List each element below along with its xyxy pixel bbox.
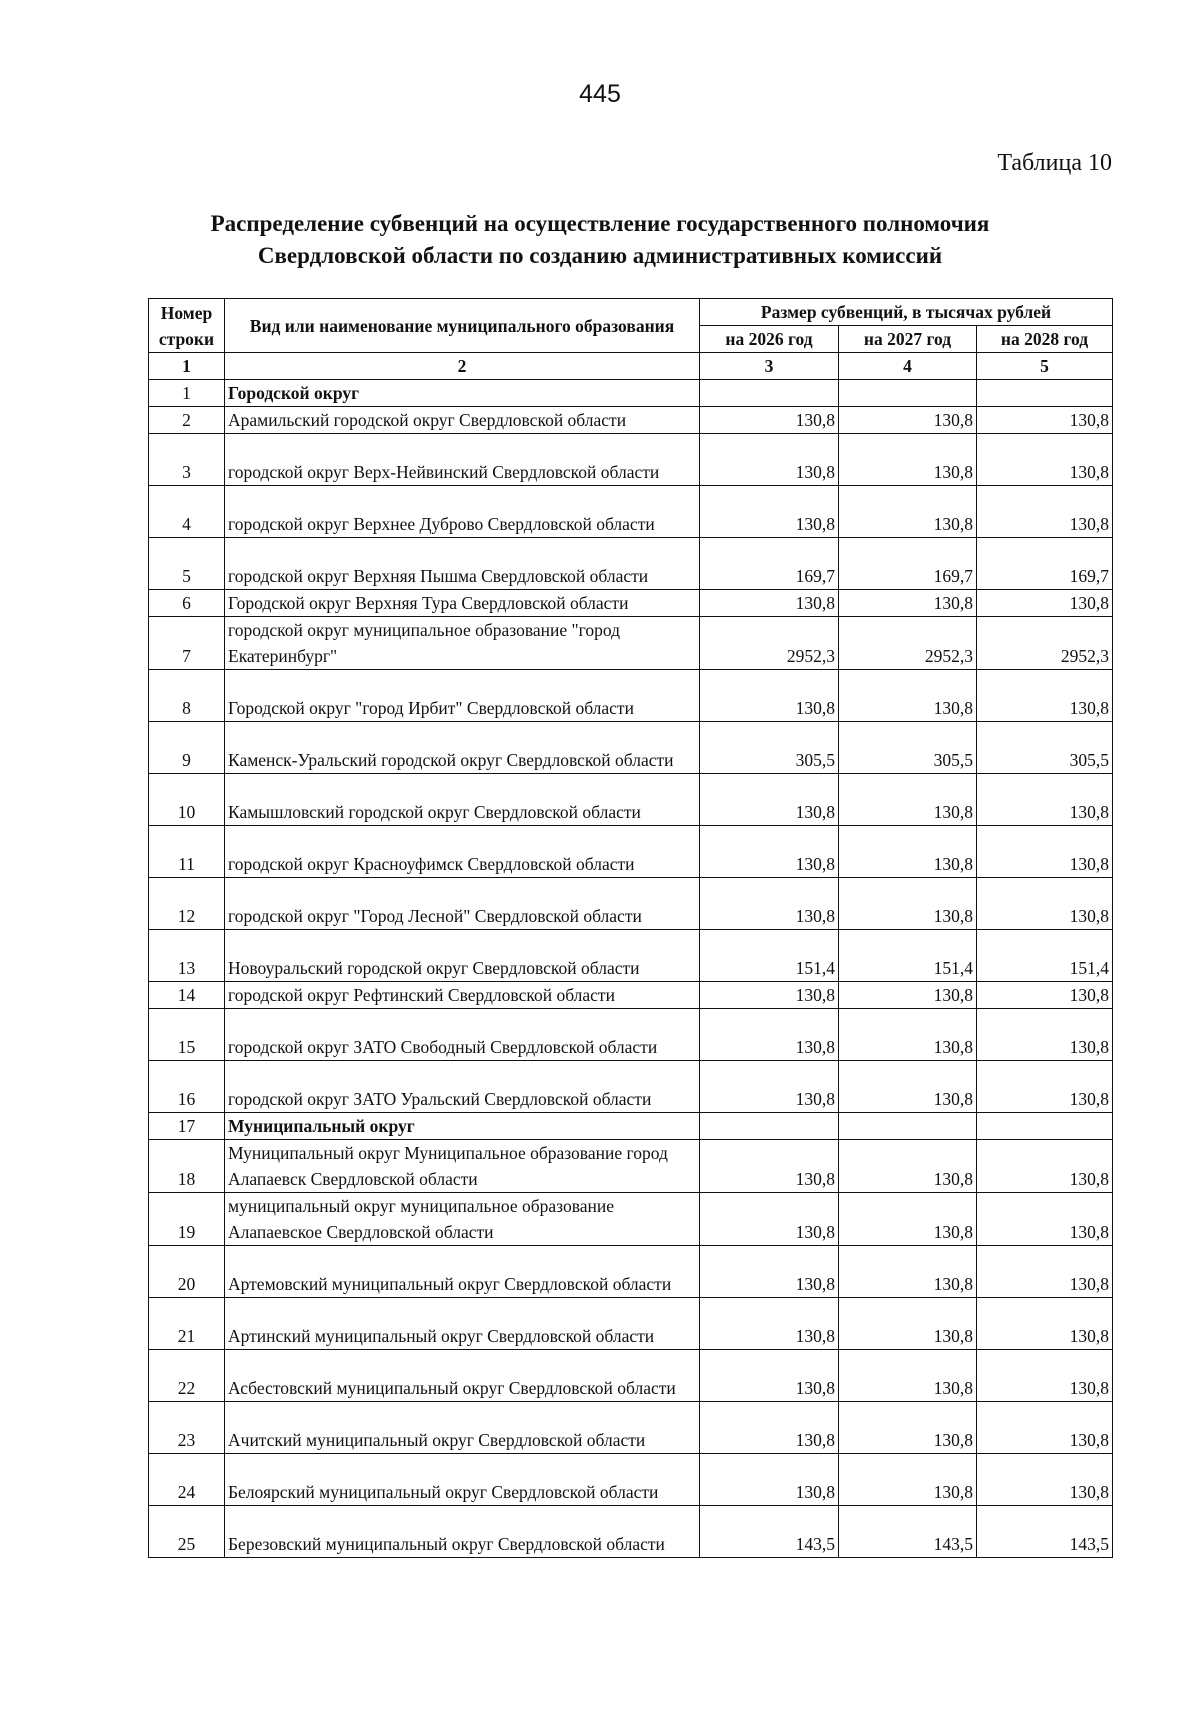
subsidy-2028: 130,8 bbox=[977, 670, 1113, 722]
subsidy-2028: 130,8 bbox=[977, 1009, 1113, 1061]
subsidy-2028: 130,8 bbox=[977, 774, 1113, 826]
subsidy-2026: 130,8 bbox=[700, 1246, 839, 1298]
municipality-name: Белоярский муниципальный округ Свердловской области bbox=[225, 1454, 700, 1506]
subsidy-2027: 130,8 bbox=[839, 774, 977, 826]
table-body bbox=[149, 380, 1113, 1558]
table-row bbox=[149, 1193, 1113, 1246]
column-number: 1 bbox=[149, 353, 225, 380]
municipality-name: Березовский муниципальный округ Свердловской области bbox=[225, 1506, 700, 1558]
subsidy-2027: 130,8 bbox=[839, 486, 977, 538]
table-row bbox=[149, 670, 1113, 722]
subsidy-2026: 130,8 bbox=[700, 486, 839, 538]
municipality-name: городской округ Рефтинский Свердловской области bbox=[225, 982, 700, 1009]
subsidy-2028: 130,8 bbox=[977, 590, 1113, 617]
column-number: 5 bbox=[977, 353, 1113, 380]
subsidy-2027: 2952,3 bbox=[839, 617, 977, 670]
subsidy-2026: 130,8 bbox=[700, 826, 839, 878]
subsidy-2026: 305,5 bbox=[700, 722, 839, 774]
row-number: 8 bbox=[149, 670, 225, 722]
header-year-2026: на 2026 год bbox=[700, 326, 839, 353]
subsidy-2028: 130,8 bbox=[977, 434, 1113, 486]
subsidy-2026: 130,8 bbox=[700, 407, 839, 434]
header-name: Вид или наименование муниципального образования bbox=[225, 299, 700, 353]
subsidy-2028: 143,5 bbox=[977, 1506, 1113, 1558]
municipality-name: городской округ Верхнее Дуброво Свердловской области bbox=[225, 486, 700, 538]
row-number: 3 bbox=[149, 434, 225, 486]
row-number: 6 bbox=[149, 590, 225, 617]
subsidy-2026: 2952,3 bbox=[700, 617, 839, 670]
municipality-name: городской округ ЗАТО Свободный Свердловской области bbox=[225, 1009, 700, 1061]
subsidy-2028: 151,4 bbox=[977, 930, 1113, 982]
municipality-name: городской округ Верхняя Пышма Свердловской области bbox=[225, 538, 700, 590]
row-number: 19 bbox=[149, 1193, 225, 1246]
row-number: 2 bbox=[149, 407, 225, 434]
municipality-name: Муниципальный округ Муниципальное образование город Алапаевск Свердловской области bbox=[225, 1140, 700, 1193]
table-row bbox=[149, 1246, 1113, 1298]
subsidy-2026: 130,8 bbox=[700, 434, 839, 486]
subsidy-2028: 130,8 bbox=[977, 1246, 1113, 1298]
row-number: 15 bbox=[149, 1009, 225, 1061]
row-number: 13 bbox=[149, 930, 225, 982]
row-number: 10 bbox=[149, 774, 225, 826]
table-row bbox=[149, 722, 1113, 774]
subsidy-2028: 130,8 bbox=[977, 407, 1113, 434]
table-row bbox=[149, 1140, 1113, 1193]
subsidy-2027: 130,8 bbox=[839, 878, 977, 930]
subsidy-2027: 151,4 bbox=[839, 930, 977, 982]
table-row bbox=[149, 774, 1113, 826]
subsidy-2026: 130,8 bbox=[700, 1193, 839, 1246]
municipality-name: Ачитский муниципальный округ Свердловской области bbox=[225, 1402, 700, 1454]
subsidy-2026: 130,8 bbox=[700, 670, 839, 722]
header-size: Размер субвенций, в тысячах рублей bbox=[700, 299, 1113, 326]
row-number: 25 bbox=[149, 1506, 225, 1558]
header-row-number: Номер строки bbox=[149, 299, 225, 353]
row-number: 21 bbox=[149, 1298, 225, 1350]
table-row bbox=[149, 826, 1113, 878]
table-row bbox=[149, 1402, 1113, 1454]
row-number: 5 bbox=[149, 538, 225, 590]
subsidy-2027: 130,8 bbox=[839, 1246, 977, 1298]
document-title-line-1: Распределение субвенций на осуществление государственного полномочия bbox=[210, 211, 990, 236]
document-title-line-2: Свердловской области по созданию административных комиссий bbox=[257, 243, 943, 268]
subsidy-2027 bbox=[839, 380, 977, 407]
municipality-name: муниципальный округ муниципальное образование Алапаевское Свердловской области bbox=[225, 1193, 700, 1246]
table-row bbox=[149, 982, 1113, 1009]
subsidy-2027: 130,8 bbox=[839, 1454, 977, 1506]
row-number: 18 bbox=[149, 1140, 225, 1193]
municipality-name: городской округ Верх-Нейвинский Свердловской области bbox=[225, 434, 700, 486]
subsidy-2026: 130,8 bbox=[700, 1009, 839, 1061]
subsidy-2027 bbox=[839, 1113, 977, 1140]
section-title: Муниципальный округ bbox=[225, 1113, 700, 1140]
subsidy-2026: 130,8 bbox=[700, 590, 839, 617]
row-number: 24 bbox=[149, 1454, 225, 1506]
section-title: Городской округ bbox=[225, 380, 700, 407]
subsidy-2026: 130,8 bbox=[700, 1350, 839, 1402]
document-title bbox=[0, 208, 1200, 272]
row-number: 11 bbox=[149, 826, 225, 878]
subsidy-2028: 130,8 bbox=[977, 1402, 1113, 1454]
column-number: 3 bbox=[700, 353, 839, 380]
row-number: 1 bbox=[149, 380, 225, 407]
row-number: 7 bbox=[149, 617, 225, 670]
subsidy-table bbox=[148, 298, 1113, 1558]
row-number: 17 bbox=[149, 1113, 225, 1140]
subsidy-2026 bbox=[700, 1113, 839, 1140]
municipality-name: городской округ "Город Лесной" Свердловской области bbox=[225, 878, 700, 930]
table-row bbox=[149, 930, 1113, 982]
table-row bbox=[149, 1298, 1113, 1350]
subsidy-2028: 305,5 bbox=[977, 722, 1113, 774]
table-row bbox=[149, 1009, 1113, 1061]
table-row bbox=[149, 1350, 1113, 1402]
row-number: 9 bbox=[149, 722, 225, 774]
subsidy-2027: 130,8 bbox=[839, 1402, 977, 1454]
table-row bbox=[149, 1506, 1113, 1558]
column-number: 4 bbox=[839, 353, 977, 380]
subsidy-2028 bbox=[977, 1113, 1113, 1140]
subsidy-2027: 130,8 bbox=[839, 1193, 977, 1246]
subsidy-2028: 130,8 bbox=[977, 1350, 1113, 1402]
subsidy-2027: 130,8 bbox=[839, 1061, 977, 1113]
municipality-name: Артемовский муниципальный округ Свердловской области bbox=[225, 1246, 700, 1298]
municipality-name: Асбестовский муниципальный округ Свердловской области bbox=[225, 1350, 700, 1402]
subsidy-2027: 130,8 bbox=[839, 407, 977, 434]
row-number: 4 bbox=[149, 486, 225, 538]
table-row bbox=[149, 617, 1113, 670]
subsidy-2028: 2952,3 bbox=[977, 617, 1113, 670]
subsidy-2027: 130,8 bbox=[839, 826, 977, 878]
subsidy-2026: 151,4 bbox=[700, 930, 839, 982]
municipality-name: городской округ Красноуфимск Свердловской области bbox=[225, 826, 700, 878]
subsidy-2026: 130,8 bbox=[700, 1140, 839, 1193]
row-number: 20 bbox=[149, 1246, 225, 1298]
column-number: 2 bbox=[225, 353, 700, 380]
table-row bbox=[149, 538, 1113, 590]
subsidy-2028: 169,7 bbox=[977, 538, 1113, 590]
subsidy-2027: 169,7 bbox=[839, 538, 977, 590]
subsidy-2028: 130,8 bbox=[977, 826, 1113, 878]
subsidy-2026: 130,8 bbox=[700, 878, 839, 930]
subsidy-2028: 130,8 bbox=[977, 1140, 1113, 1193]
subsidy-2028: 130,8 bbox=[977, 1193, 1113, 1246]
subsidy-2027: 143,5 bbox=[839, 1506, 977, 1558]
table-label: Таблица 10 bbox=[997, 150, 1112, 176]
subsidy-2026: 143,5 bbox=[700, 1506, 839, 1558]
municipality-name: городской округ муниципальное образование "город Екатеринбург" bbox=[225, 617, 700, 670]
municipality-name: Каменск-Уральский городской округ Свердловской области bbox=[225, 722, 700, 774]
subsidy-2026: 130,8 bbox=[700, 1402, 839, 1454]
municipality-name: Артинский муниципальный округ Свердловской области bbox=[225, 1298, 700, 1350]
subsidy-2026: 130,8 bbox=[700, 1298, 839, 1350]
subsidy-2028: 130,8 bbox=[977, 1298, 1113, 1350]
subsidy-2028: 130,8 bbox=[977, 1454, 1113, 1506]
row-number: 12 bbox=[149, 878, 225, 930]
subsidy-2027: 130,8 bbox=[839, 1298, 977, 1350]
subsidy-2028: 130,8 bbox=[977, 982, 1113, 1009]
row-number: 16 bbox=[149, 1061, 225, 1113]
table-row bbox=[149, 1454, 1113, 1506]
subsidy-2028: 130,8 bbox=[977, 1061, 1113, 1113]
subsidy-2027: 130,8 bbox=[839, 434, 977, 486]
subsidy-2026: 130,8 bbox=[700, 1061, 839, 1113]
subsidy-2027: 130,8 bbox=[839, 1009, 977, 1061]
row-number: 23 bbox=[149, 1402, 225, 1454]
subsidy-2026: 169,7 bbox=[700, 538, 839, 590]
table-row bbox=[149, 434, 1113, 486]
municipality-name: Городской округ "город Ирбит" Свердловской области bbox=[225, 670, 700, 722]
municipality-name: Арамильский городской округ Свердловской области bbox=[225, 407, 700, 434]
subsidy-2028: 130,8 bbox=[977, 878, 1113, 930]
header-year-2027: на 2027 год bbox=[839, 326, 977, 353]
section-row bbox=[149, 380, 1113, 407]
subsidy-2026: 130,8 bbox=[700, 774, 839, 826]
table-row bbox=[149, 407, 1113, 434]
row-number: 22 bbox=[149, 1350, 225, 1402]
municipality-name: Камышловский городской округ Свердловской области bbox=[225, 774, 700, 826]
subsidy-2026: 130,8 bbox=[700, 982, 839, 1009]
table-row bbox=[149, 486, 1113, 538]
table-row bbox=[149, 1061, 1113, 1113]
subsidy-2027: 130,8 bbox=[839, 670, 977, 722]
subsidy-2027: 305,5 bbox=[839, 722, 977, 774]
municipality-name: городской округ ЗАТО Уральский Свердловской области bbox=[225, 1061, 700, 1113]
page-number: 445 bbox=[579, 80, 621, 108]
subsidy-2027: 130,8 bbox=[839, 590, 977, 617]
subsidy-2028: 130,8 bbox=[977, 486, 1113, 538]
subsidy-2027: 130,8 bbox=[839, 1140, 977, 1193]
subsidy-2027: 130,8 bbox=[839, 1350, 977, 1402]
municipality-name: Городской округ Верхняя Тура Свердловской области bbox=[225, 590, 700, 617]
row-number: 14 bbox=[149, 982, 225, 1009]
subsidy-2028 bbox=[977, 380, 1113, 407]
header-year-2028: на 2028 год bbox=[977, 326, 1113, 353]
municipality-name: Новоуральский городской округ Свердловской области bbox=[225, 930, 700, 982]
table-row bbox=[149, 878, 1113, 930]
subsidy-2027: 130,8 bbox=[839, 982, 977, 1009]
subsidy-2026 bbox=[700, 380, 839, 407]
section-row bbox=[149, 1113, 1113, 1140]
table-row bbox=[149, 590, 1113, 617]
subsidy-2026: 130,8 bbox=[700, 1454, 839, 1506]
